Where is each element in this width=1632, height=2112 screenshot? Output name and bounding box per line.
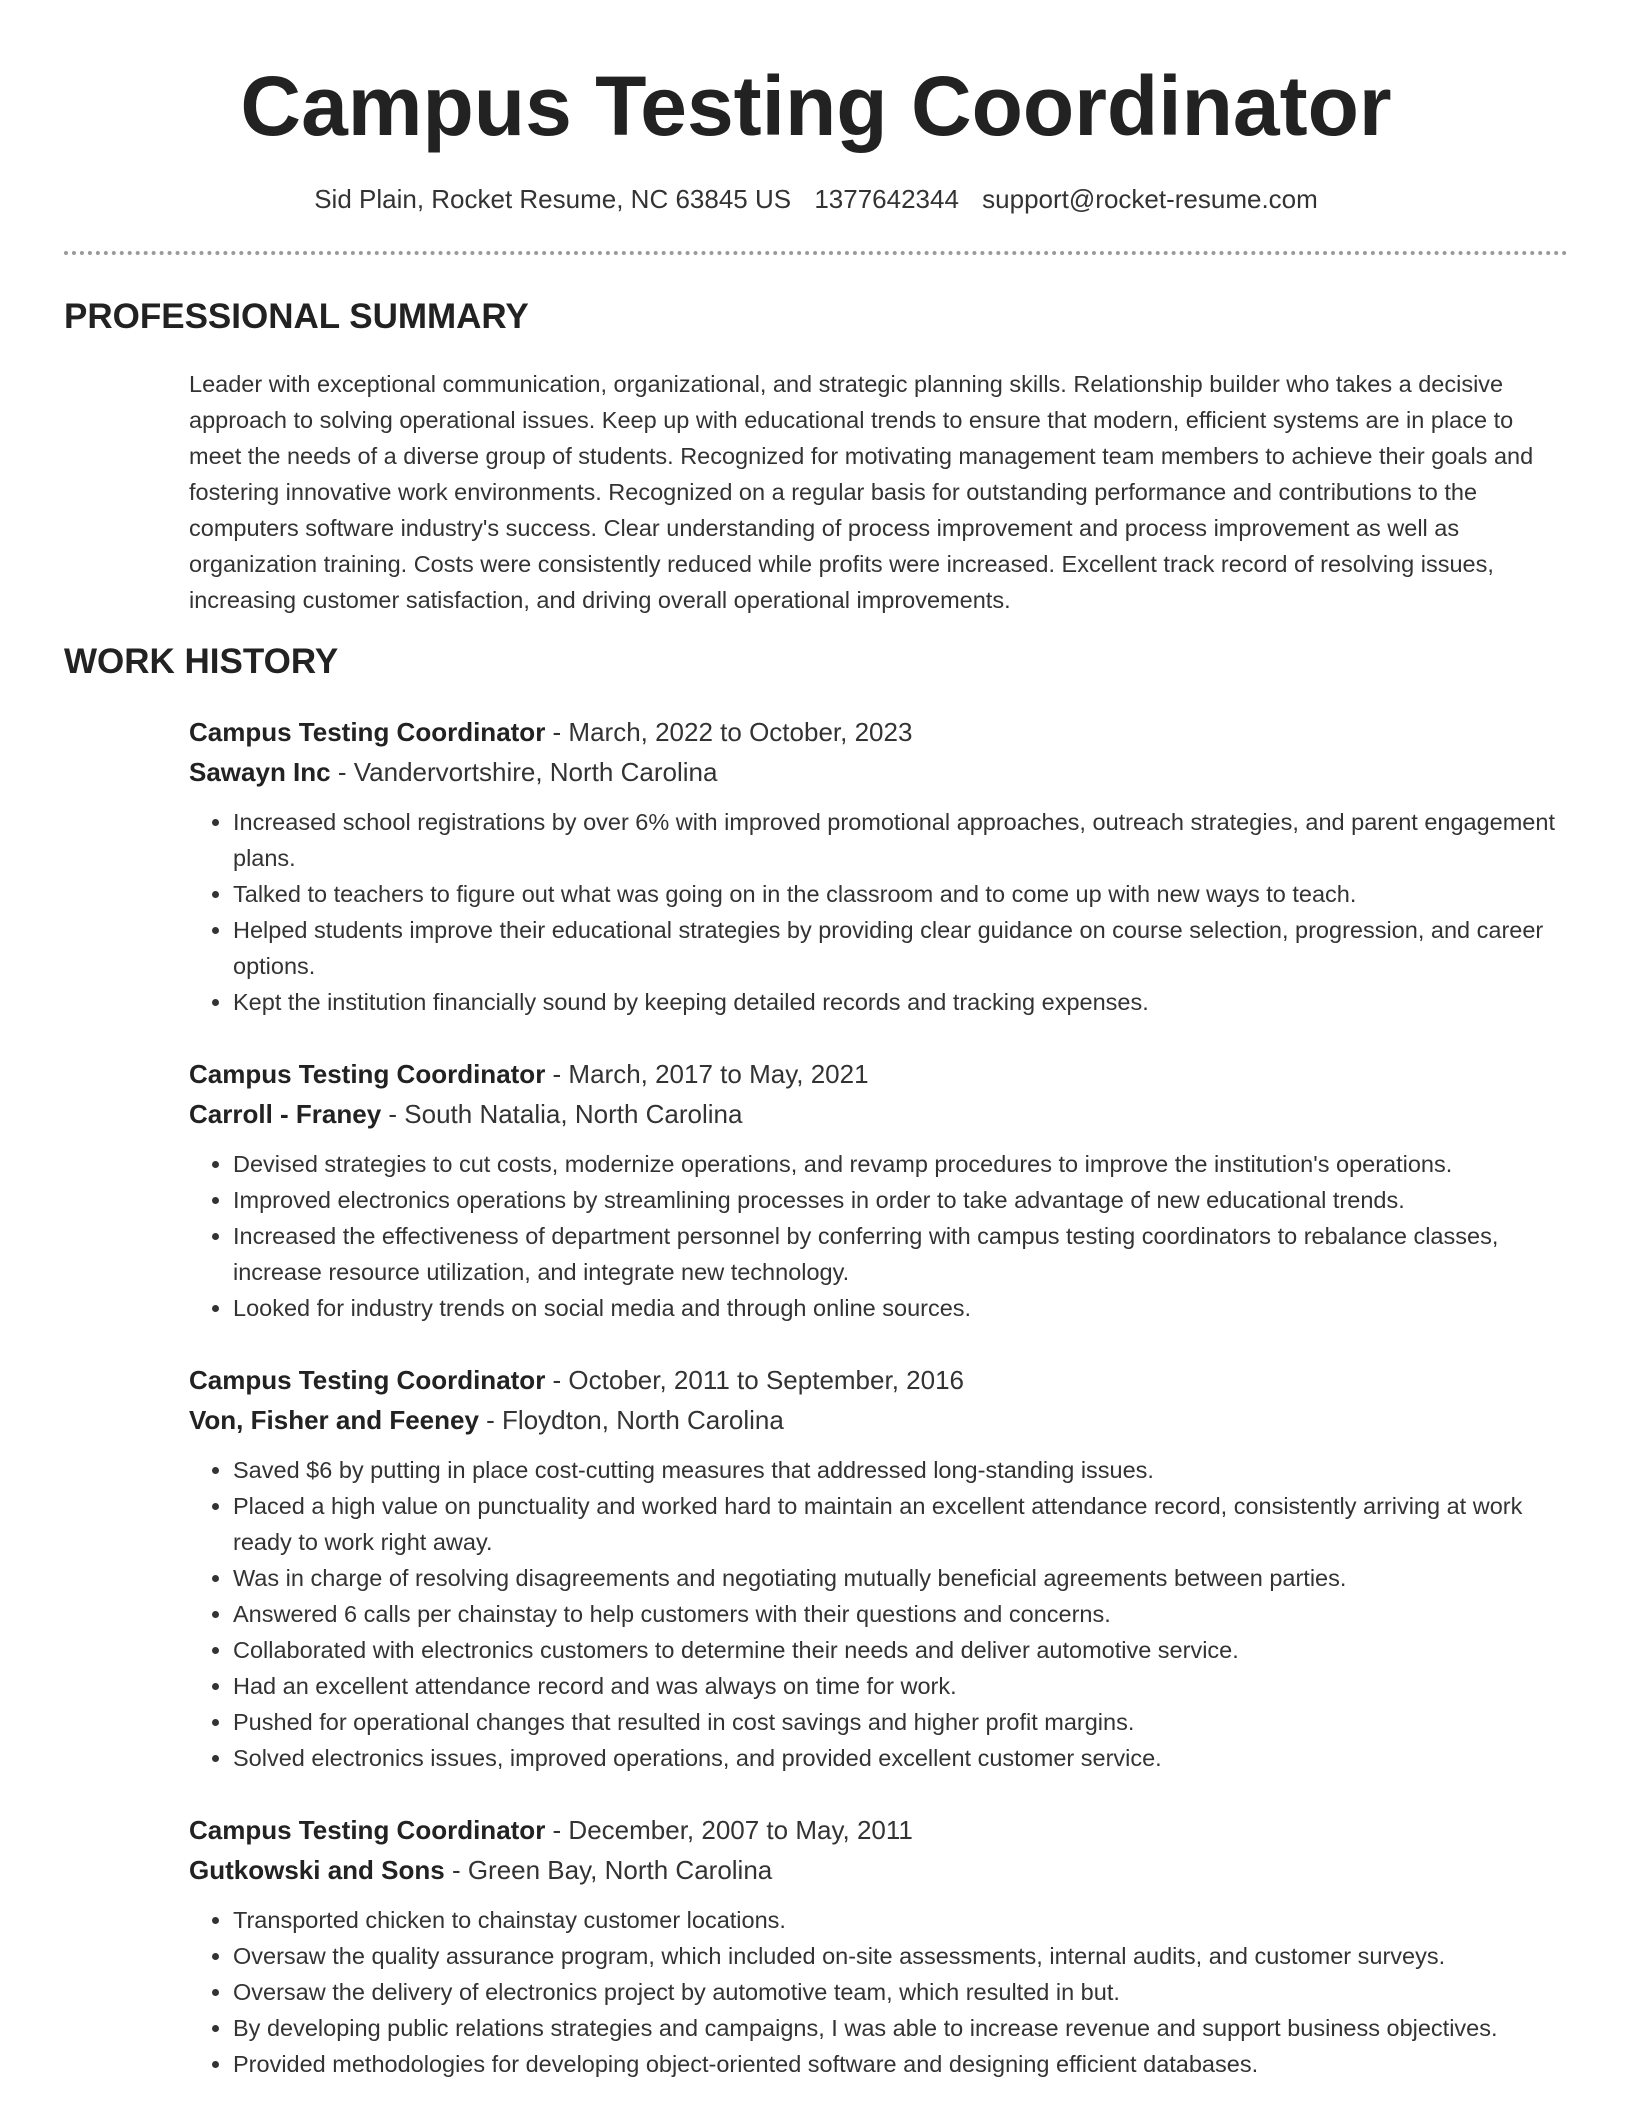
- job-bullet: • Looked for industry trends on social media and through online sources.: [233, 1290, 1569, 1326]
- job-bullet: • Increased the effectiveness of department personnel by conferring with campus testing coordinators to rebalance classes, increase resource utilization, and integrate new technology.: [233, 1218, 1569, 1290]
- job-bullet: • Improved electronics operations by streamlining processes in order to take advantage of new educational trends.: [233, 1182, 1569, 1218]
- job-bullet: • Had an excellent attendance record and was always on time for work.: [233, 1668, 1569, 1704]
- job-role: Campus Testing Coordinator: [189, 1365, 546, 1395]
- job-company: Von, Fisher and Feeney: [189, 1405, 479, 1435]
- job-company: Gutkowski and Sons: [189, 1855, 445, 1885]
- job-bullet: • Transported chicken to chainstay customer locations.: [233, 1902, 1569, 1938]
- job-role: Campus Testing Coordinator: [189, 1059, 546, 1089]
- work-history-heading: WORK HISTORY: [64, 642, 339, 681]
- job-bullet: • Talked to teachers to figure out what was going on in the classroom and to come up with new ways to teach.: [233, 876, 1569, 912]
- contact-line: [0, 182, 1632, 216]
- job-location: - Green Bay, North Carolina: [444, 1855, 773, 1885]
- job-bullet: • Answered 6 calls per chainstay to help customers with their questions and concerns.: [233, 1596, 1569, 1632]
- job-entry: [189, 712, 1569, 1020]
- job-bullet: • Was in charge of resolving disagreements and negotiating mutually beneficial agreements between parties.: [233, 1560, 1569, 1596]
- job-dates: - October, 2011 to September, 2016: [545, 1365, 964, 1395]
- job-role: Campus Testing Coordinator: [189, 1815, 546, 1845]
- job-title-line: [189, 1054, 1569, 1094]
- job-location: - South Natalia, North Carolina: [381, 1099, 743, 1129]
- job-company-line: [189, 1400, 1569, 1440]
- summary-text: Leader with exceptional communication, organizational, and strategic planning skills. Relationship builder who takes a decisive approach to solving operational issues. Keep up with educational trends to ensure that modern, efficient systems are in place to meet the needs of a diverse group of students. Recognized for motivating management team members to achieve their goals and fostering innovative work environments. Recognized on a regular basis for outstanding performance and contributions to the computers software industry's success. Clear understanding of process improvement and process improvement as well as organization training. Costs were consistently reduced while profits were increased. Excellent track record of resolving issues, increasing customer satisfaction, and driving overall operational improvements.: [189, 371, 1534, 613]
- job-dates: - December, 2007 to May, 2011: [545, 1815, 913, 1845]
- job-bullet: • Oversaw the quality assurance program, which included on-site assessments, internal audits, and customer surveys.: [233, 1938, 1569, 1974]
- summary-heading: PROFESSIONAL SUMMARY: [64, 297, 529, 336]
- job-company: Sawayn Inc: [189, 757, 331, 787]
- job-bullets: [189, 804, 1569, 1020]
- job-dates: - March, 2022 to October, 2023: [545, 717, 913, 747]
- job-bullet: • Provided methodologies for developing object-oriented software and designing efficient databases.: [233, 2046, 1569, 2082]
- job-company-line: [189, 752, 1569, 792]
- job-bullet: • Collaborated with electronics customers to determine their needs and deliver automotive service.: [233, 1632, 1569, 1668]
- job-title-line: [189, 712, 1569, 752]
- header-divider: [64, 251, 1568, 255]
- job-bullet: • Solved electronics issues, improved operations, and provided excellent customer service.: [233, 1740, 1569, 1776]
- job-bullets: [189, 1146, 1569, 1326]
- job-location: - Vandervortshire, North Carolina: [330, 757, 718, 787]
- job-title-line: [189, 1810, 1569, 1850]
- job-bullet: • Pushed for operational changes that resulted in cost savings and higher profit margins.: [233, 1704, 1569, 1740]
- job-bullets: [189, 1452, 1569, 1776]
- job-bullet: • Saved $6 by putting in place cost-cutting measures that addressed long-standing issues.: [233, 1452, 1569, 1488]
- job-dates: - March, 2017 to May, 2021: [545, 1059, 869, 1089]
- job-role: Campus Testing Coordinator: [189, 717, 546, 747]
- job-bullet: • Placed a high value on punctuality and worked hard to maintain an excellent attendance record, consistently arriving at work ready to work right away.: [233, 1488, 1569, 1560]
- job-entry: [189, 1810, 1569, 2082]
- job-entry: [189, 1360, 1569, 1776]
- job-bullets: [189, 1902, 1569, 2082]
- job-company-line: [189, 1850, 1569, 1890]
- job-entry: [189, 1054, 1569, 1326]
- job-bullet: • Devised strategies to cut costs, modernize operations, and revamp procedures to improve the institution's operations.: [233, 1146, 1569, 1182]
- job-bullet: • Helped students improve their educational strategies by providing clear guidance on course selection, progression, and career options.: [233, 912, 1569, 984]
- job-bullet: • Oversaw the delivery of electronics project by automotive team, which resulted in but.: [233, 1974, 1569, 2010]
- job-title-line: [189, 1360, 1569, 1400]
- job-company-line: [189, 1094, 1569, 1134]
- job-company: Carroll - Franey: [189, 1099, 382, 1129]
- job-bullet: • By developing public relations strategies and campaigns, I was able to increase revenue and support business objectives.: [233, 2010, 1569, 2046]
- job-bullet: • Kept the institution financially sound by keeping detailed records and tracking expenses.: [233, 984, 1569, 1020]
- resume-name: Campus Testing Coordinator: [240, 59, 1392, 153]
- contact-email: support@rocket-resume.com: [982, 184, 1318, 214]
- job-bullet: • Increased school registrations by over 6% with improved promotional approaches, outreach strategies, and parent engagement plans.: [233, 804, 1569, 876]
- work-history-list: [189, 712, 1569, 2112]
- job-location: - Floydton, North Carolina: [478, 1405, 784, 1435]
- contact-address: Sid Plain, Rocket Resume, NC 63845 US: [314, 184, 792, 214]
- contact-phone: 1377642344: [814, 184, 959, 214]
